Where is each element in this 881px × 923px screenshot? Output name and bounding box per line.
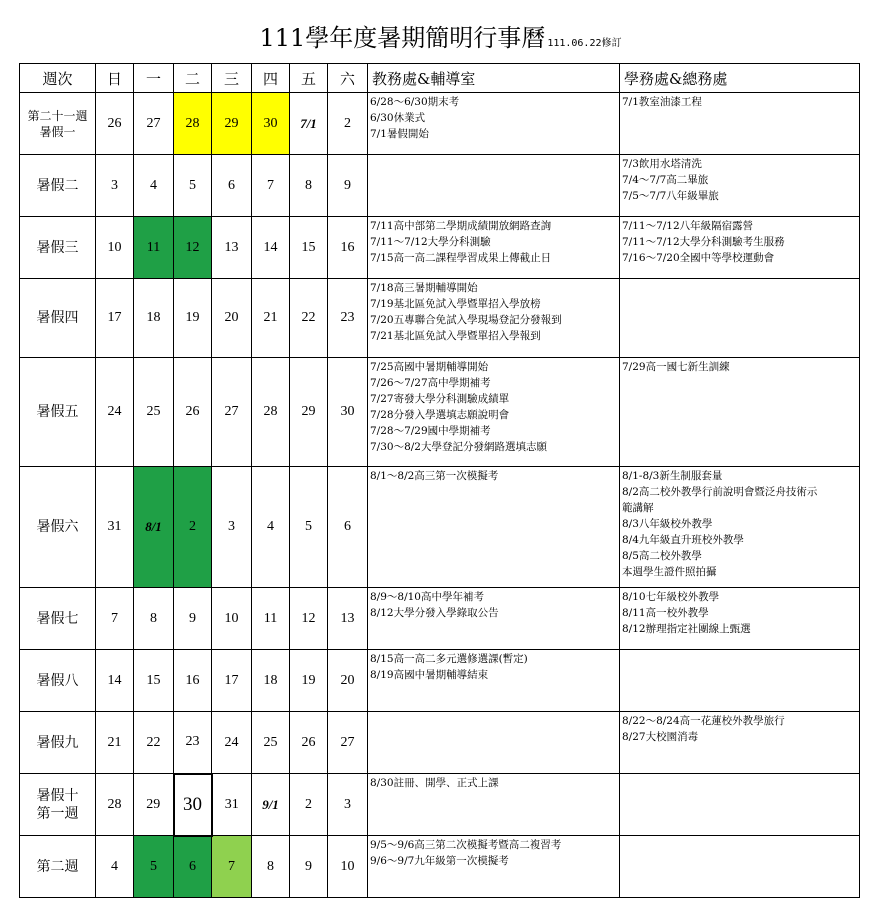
week-label-line: 暑假四: [36, 310, 79, 326]
student-events: [620, 93, 860, 155]
day-cell-mon: 18: [134, 279, 174, 358]
event-item: 7/1教室油漆工程: [622, 96, 702, 108]
week-row: [20, 650, 860, 712]
week-row: [20, 279, 860, 358]
day-cell-thu: 30: [252, 93, 290, 155]
day-cell-mon: 25: [134, 358, 174, 467]
day-cell-fri: 7/1: [290, 93, 328, 155]
day-cell-sat: 20: [328, 650, 368, 712]
day-cell-mon: 22: [134, 712, 174, 774]
academic-events: [368, 358, 620, 467]
event-item: 7/16～7/20全國中等學校運動會: [622, 252, 775, 264]
day-cell-sun: 7: [96, 588, 134, 650]
event-item: 7/11～7/12大學分科測驗考生服務: [622, 236, 785, 248]
event-item: 8/27大校園消毒: [622, 731, 699, 743]
header-day-tue: 二: [174, 64, 212, 93]
day-cell-sat: 23: [328, 279, 368, 358]
header-day-sun: 日: [96, 64, 134, 93]
day-cell-sat: 16: [328, 217, 368, 279]
day-cell-fri: 9: [290, 836, 328, 898]
event-item: 8/30註冊、開學、正式上課: [370, 777, 499, 789]
day-cell-sat: 3: [328, 774, 368, 836]
week-label-line: 暑假一: [39, 124, 76, 139]
event-item: 7/11高中部第二學期成績開放網路查詢: [370, 220, 552, 232]
week-label-line: 暑假三: [36, 239, 79, 256]
day-cell-tue: 23: [174, 712, 212, 774]
event-item: 6/30休業式: [370, 112, 426, 124]
day-cell-tue: 2: [174, 467, 212, 588]
event-item: 8/9～8/10高中學年補考: [370, 591, 484, 603]
event-item: 7/18高三暑期輔導開始: [370, 282, 478, 294]
week-label: [20, 93, 96, 155]
student-events: [620, 836, 860, 898]
day-cell-thu: 18: [252, 650, 290, 712]
day-cell-thu: 4: [252, 467, 290, 588]
day-cell-thu: 28: [252, 358, 290, 467]
day-cell-sun: 4: [96, 836, 134, 898]
week-label-line: 第一週: [36, 805, 79, 822]
page-title: 111學年度暑期簡明行事曆: [259, 24, 546, 52]
day-cell-sun: 14: [96, 650, 134, 712]
day-cell-sun: 28: [96, 774, 134, 836]
day-cell-sat: 2: [328, 93, 368, 155]
week-label: [20, 217, 96, 279]
day-cell-fri: 2: [290, 774, 328, 836]
header-week: 週次: [20, 64, 96, 93]
header-day-wed: 三: [212, 64, 252, 93]
student-events: [620, 467, 860, 588]
event-item: 7/27寄發大學分科測驗成績單: [370, 393, 510, 405]
title-line: [0, 18, 881, 53]
week-label-line: 暑假二: [36, 177, 79, 194]
day-cell-wed: 13: [212, 217, 252, 279]
header-row: [20, 64, 860, 93]
day-cell-tue: 28: [174, 93, 212, 155]
day-cell-sun: 17: [96, 279, 134, 358]
academic-events: [368, 279, 620, 358]
week-row: [20, 217, 860, 279]
day-cell-wed: 24: [212, 712, 252, 774]
academic-events: [368, 836, 620, 898]
day-cell-tue: 9: [174, 588, 212, 650]
event-item: 7/15高一高二課程學習成果上傳截止日: [370, 252, 552, 264]
revision-date: 111.06.22修訂: [547, 38, 622, 49]
day-cell-fri: 19: [290, 650, 328, 712]
day-cell-tue: 5: [174, 155, 212, 217]
event-item: 8/1-8/3新生制服套量: [622, 470, 723, 482]
day-cell-fri: 5: [290, 467, 328, 588]
week-row: [20, 93, 860, 155]
student-events: [620, 358, 860, 467]
week-row: [20, 836, 860, 898]
day-cell-thu: 8: [252, 836, 290, 898]
week-label: [20, 650, 96, 712]
day-cell-sun: 26: [96, 93, 134, 155]
day-cell-mon: 15: [134, 650, 174, 712]
day-cell-tue: 26: [174, 358, 212, 467]
day-cell-thu: 11: [252, 588, 290, 650]
day-cell-wed: 31: [212, 774, 252, 836]
academic-events: [368, 155, 620, 217]
header-day-fri: 五: [290, 64, 328, 93]
day-cell-mon: 4: [134, 155, 174, 217]
header-day-sat: 六: [328, 64, 368, 93]
week-label: [20, 279, 96, 358]
day-cell-mon: 8: [134, 588, 174, 650]
event-item: 本週學生證件照拍攝: [622, 566, 717, 578]
event-item: 7/29高一國七新生訓練: [622, 361, 730, 373]
day-cell-sat: 10: [328, 836, 368, 898]
event-item: 7/11～7/12大學分科測驗: [370, 236, 491, 248]
day-cell-fri: 29: [290, 358, 328, 467]
academic-events: [368, 588, 620, 650]
day-cell-sat: 27: [328, 712, 368, 774]
academic-events: [368, 93, 620, 155]
event-item: 9/5～9/6高三第二次模擬考暨高二複習考: [370, 839, 562, 851]
week-label-line: 第二十一週: [27, 108, 88, 123]
event-item: 8/11高一校外教學: [622, 607, 709, 619]
event-item: 7/4～7/7高二畢旅: [622, 174, 709, 186]
day-cell-mon: 27: [134, 93, 174, 155]
week-row: [20, 467, 860, 588]
day-cell-thu: 21: [252, 279, 290, 358]
event-item: 7/20五專聯合免試入學現場登記分發報到: [370, 314, 562, 326]
week-row: [20, 712, 860, 774]
day-cell-sun: 3: [96, 155, 134, 217]
day-cell-wed: 17: [212, 650, 252, 712]
event-item: 7/21基北區免試入學暨單招入學報到: [370, 330, 541, 342]
calendar-table: [19, 63, 860, 898]
student-events: [620, 650, 860, 712]
week-row: [20, 588, 860, 650]
day-cell-wed: 10: [212, 588, 252, 650]
day-cell-sat: 9: [328, 155, 368, 217]
day-cell-mon: 8/1: [134, 467, 174, 588]
day-cell-sun: 31: [96, 467, 134, 588]
event-item: 7/11～7/12八年級隔宿露營: [622, 220, 754, 232]
student-events: [620, 217, 860, 279]
day-cell-wed: 20: [212, 279, 252, 358]
week-row: [20, 155, 860, 217]
header-student-office: 學務處&總務處: [620, 64, 860, 93]
student-events: [620, 279, 860, 358]
week-label-line: 暑假十: [36, 787, 79, 804]
day-cell-wed: 7: [212, 836, 252, 898]
week-label-line: 暑假七: [36, 610, 79, 627]
day-cell-thu: 14: [252, 217, 290, 279]
academic-events: [368, 650, 620, 712]
week-label-line: 暑假八: [36, 672, 79, 689]
event-item: 8/22～8/24高一花蓮校外教學旅行: [622, 715, 785, 727]
event-item: 7/30～8/2大學登記分發網路選填志願: [370, 441, 547, 453]
week-label: [20, 836, 96, 898]
week-label: [20, 712, 96, 774]
day-cell-fri: 8: [290, 155, 328, 217]
event-item: 8/19高國中暑期輔導結束: [370, 669, 489, 681]
event-item: 8/4九年級直升班校外教學: [622, 534, 744, 546]
week-label-line: 暑假六: [36, 519, 79, 535]
event-item: 8/3八年級校外教學: [622, 518, 713, 530]
header-academic-office: 教務處&輔導室: [368, 64, 620, 93]
week-label-line: 暑假九: [36, 734, 79, 751]
day-cell-fri: 12: [290, 588, 328, 650]
event-item: 8/15高一高二多元選修選課(暫定): [370, 653, 528, 665]
day-cell-wed: 27: [212, 358, 252, 467]
week-label: [20, 155, 96, 217]
week-label: [20, 358, 96, 467]
event-item: 6/28～6/30期末考: [370, 96, 460, 108]
day-cell-fri: 15: [290, 217, 328, 279]
day-cell-wed: 29: [212, 93, 252, 155]
academic-events: [368, 774, 620, 836]
day-cell-tue: 19: [174, 279, 212, 358]
student-events: [620, 155, 860, 217]
event-item: 7/19基北區免試入學暨單招入學放榜: [370, 298, 541, 310]
week-label: [20, 588, 96, 650]
day-cell-sat: 13: [328, 588, 368, 650]
header-day-thu: 四: [252, 64, 290, 93]
day-cell-sun: 21: [96, 712, 134, 774]
week-label-line: 第二週: [36, 858, 79, 875]
event-item: 8/1～8/2高三第一次模擬考: [370, 470, 499, 482]
student-events: [620, 774, 860, 836]
day-cell-sun: 24: [96, 358, 134, 467]
header-day-mon: 一: [134, 64, 174, 93]
event-item: 範講解: [622, 502, 654, 514]
day-cell-wed: 6: [212, 155, 252, 217]
event-item: 7/26～7/27高中學期補考: [370, 377, 491, 389]
week-label: [20, 774, 96, 836]
day-cell-sun: 10: [96, 217, 134, 279]
day-cell-mon: 29: [134, 774, 174, 836]
day-cell-sat: 6: [328, 467, 368, 588]
day-cell-fri: 26: [290, 712, 328, 774]
week-label-line: 暑假五: [36, 404, 79, 420]
event-item: 8/12大學分發入學錄取公告: [370, 607, 499, 619]
event-item: 8/2高二校外教學行前說明會暨泛舟技術示: [622, 486, 818, 498]
day-cell-tue: 16: [174, 650, 212, 712]
student-events: [620, 712, 860, 774]
event-item: 7/28～7/29國中學期補考: [370, 425, 491, 437]
student-events: [620, 588, 860, 650]
academic-events: [368, 712, 620, 774]
event-item: 7/25高國中暑期輔導開始: [370, 361, 489, 373]
day-cell-tue: 12: [174, 217, 212, 279]
week-row: [20, 774, 860, 836]
event-item: 7/28分發入學選填志願說明會: [370, 409, 510, 421]
event-item: 8/10七年級校外教學: [622, 591, 720, 603]
day-cell-thu: 25: [252, 712, 290, 774]
event-item: 8/5高二校外教學: [622, 550, 702, 562]
event-item: 7/1暑假開始: [370, 128, 429, 140]
day-cell-fri: 22: [290, 279, 328, 358]
event-item: 7/5～7/7八年級畢旅: [622, 190, 719, 202]
event-item: 8/12辦理指定社團線上甄選: [622, 623, 751, 635]
day-cell-thu: 9/1: [252, 774, 290, 836]
week-label: [20, 467, 96, 588]
day-cell-mon: 11: [134, 217, 174, 279]
day-cell-tue: 30: [174, 774, 212, 836]
week-row: [20, 358, 860, 467]
day-cell-sat: 30: [328, 358, 368, 467]
day-cell-tue: 6: [174, 836, 212, 898]
academic-events: [368, 217, 620, 279]
academic-events: [368, 467, 620, 588]
day-cell-mon: 5: [134, 836, 174, 898]
day-cell-thu: 7: [252, 155, 290, 217]
event-item: 7/3飲用水塔清洗: [622, 158, 702, 170]
event-item: 9/6～9/7九年級第一次模擬考: [370, 855, 509, 867]
day-cell-wed: 3: [212, 467, 252, 588]
